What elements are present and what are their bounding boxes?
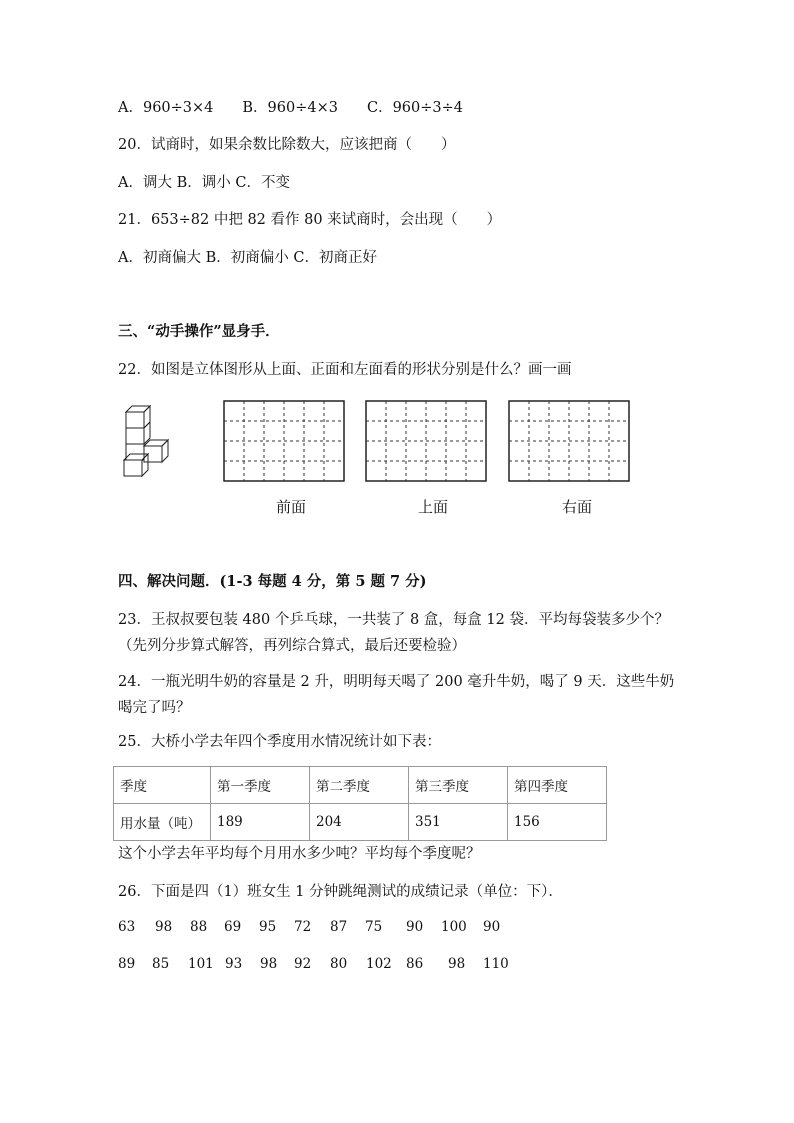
table-cell: 204 <box>310 804 409 841</box>
table-header-row <box>114 767 607 804</box>
q25-question: 这个小学去年平均每个月用水多少吨？平均每个季度呢？ <box>118 846 481 862</box>
table-cell: 351 <box>409 804 508 841</box>
score-value: 92 <box>294 956 312 972</box>
grid-right[interactable] <box>508 400 630 482</box>
score-value: 89 <box>118 956 136 972</box>
score-value: 110 <box>483 956 509 972</box>
score-value: 90 <box>406 919 424 935</box>
score-value: 80 <box>330 956 348 972</box>
q19-options: A．960÷3×4 B．960÷4×3 C．960÷3÷4 <box>118 100 463 116</box>
section3-title: 三、“动手操作”显身手． <box>118 323 280 340</box>
score-value: 85 <box>152 956 170 972</box>
table-cell: 季度 <box>114 767 211 804</box>
q23-text: 23．王叔叔要包装 480 个乒乓球，一共装了 8 盒，每盒 12 袋．平均每袋装多少个？（先列分步算式解答，再列综合算式，最后还要检验） <box>118 612 669 654</box>
q21-text: 21．653÷82 中把 82 看作 80 来试商时，会出现（ ） <box>118 212 502 228</box>
q21-options: A．初商偏大 B．初商偏小 C．初商正好 <box>118 250 377 266</box>
table-cell: 第一季度 <box>211 767 310 804</box>
score-value: 98 <box>260 956 278 972</box>
grid-label-top: 上面 <box>417 498 448 516</box>
q22-text: 22．如图是立体图形从上面、正面和左面看的形状分别是什么？画一画 <box>118 362 572 378</box>
score-value: 88 <box>190 919 208 935</box>
score-value: 101 <box>188 956 214 972</box>
score-value: 95 <box>259 919 277 935</box>
table-cell: 第二季度 <box>310 767 409 804</box>
score-value: 72 <box>294 919 312 935</box>
score-value: 69 <box>224 919 242 935</box>
q25-text: 25．大桥小学去年四个季度用水情况统计如下表： <box>118 734 441 750</box>
table-row <box>114 804 607 841</box>
grid-label-front: 前面 <box>275 498 306 516</box>
table-cell: 第三季度 <box>409 767 508 804</box>
score-value: 102 <box>366 956 392 972</box>
score-value: 90 <box>483 919 501 935</box>
score-value: 75 <box>365 919 383 935</box>
q26-text: 26．下面是四（1）班女生 1 分钟跳绳测试的成绩记录（单位：下）． <box>118 884 563 900</box>
score-value: 100 <box>441 919 467 935</box>
section4-title: 四、解决问题．(1-3 每题 4 分，第 5 题 7 分) <box>118 573 427 590</box>
score-value: 93 <box>225 956 243 972</box>
water-usage-table <box>113 766 607 841</box>
cube-figure <box>118 400 180 480</box>
score-value: 87 <box>330 919 348 935</box>
score-value: 98 <box>448 956 466 972</box>
score-value: 63 <box>118 919 136 935</box>
grid-label-right: 右面 <box>561 498 592 516</box>
q24-text: 24．一瓶光明牛奶的容量是 2 升，明明每天喝了 200 毫升牛奶，喝了 9 天．这些牛奶喝完了吗？ <box>118 674 675 716</box>
grid-front[interactable] <box>223 400 345 482</box>
score-value: 86 <box>406 956 424 972</box>
table-cell: 用水量（吨） <box>114 804 211 841</box>
q20-text: 20．试商时，如果余数比除数大，应该把商（ ） <box>118 137 456 153</box>
grid-top[interactable] <box>365 400 487 482</box>
table-cell: 156 <box>508 804 607 841</box>
table-cell: 189 <box>211 804 310 841</box>
score-value: 98 <box>155 919 173 935</box>
table-cell: 第四季度 <box>508 767 607 804</box>
q20-options: A．调大 B．调小 C．不变 <box>118 175 290 191</box>
